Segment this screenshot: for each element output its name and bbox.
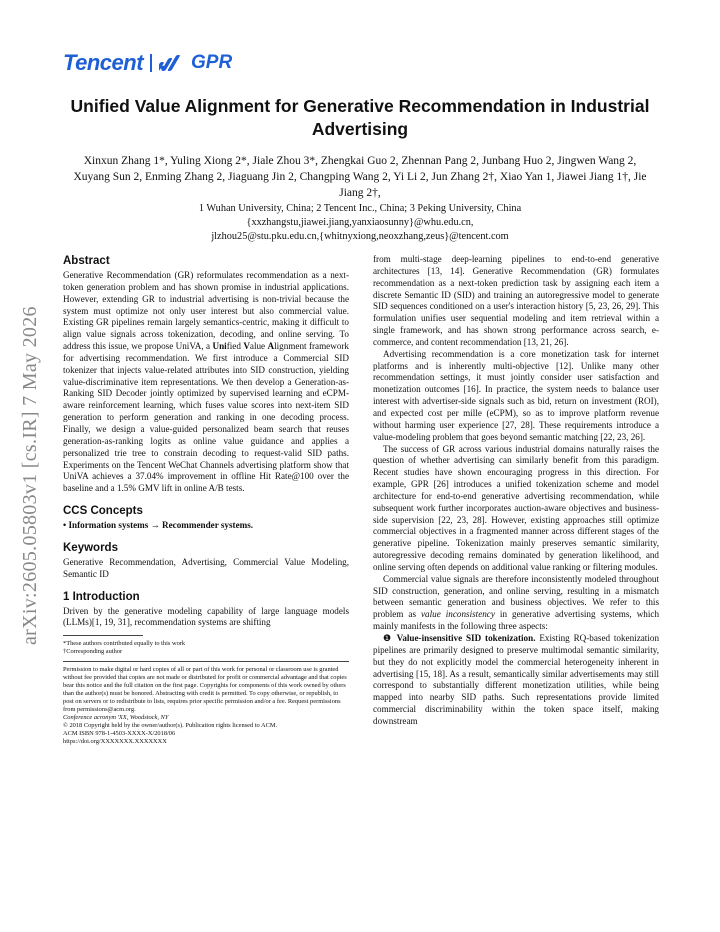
- right-column: [373, 254, 659, 728]
- affiliation-line: 1 Wuhan University, China; 2 Tencent Inc., China; 3 Peking University, China: [198, 203, 522, 214]
- ccs-section: [63, 504, 349, 532]
- ccs-text: • Information systems → Recommender systems.: [63, 520, 254, 531]
- arxiv-identifier: arXiv:2605.05803v1 [cs.IR] 7 May 2026: [19, 306, 41, 645]
- doi-line: https://doi.org/XXXXXXX.XXXXXXX: [63, 738, 167, 746]
- logo-divider: [150, 54, 152, 72]
- introduction-heading: 1 Introduction: [63, 590, 140, 603]
- footnote-equal-contribution: *These authors contributed equally to this work: [63, 640, 186, 648]
- tencent-wordmark: Tencent: [63, 50, 144, 75]
- abstract-text: Generative Recommendation (GR) reformulates recommendation as a next-token generation problem and has shown promise in industrial applications. However, extending GR to industrial advertising is non-trivial because the system must optimize not only user interest but also commercial value. Existing GR pipelines remain largely semantics-centric, making it difficult to align value signals across tokenization, decoding, and online serving. To address this issue, we propose UniVA, a Unified Value Alignment framework for advertising recommendation. We first introduce a Commercial SID tokenizer that injects value-related attributes into SID construction, yielding value-discriminative item representations. We then develop a Generation-as-Ranking SID Decoder jointly optimized by supervised learning and eCPM-aware reinforcement learning, which fuses value scores into next-item SID generation to perform generation and ranking in one decoding process. Finally, we design a value-guided personalized beam search that reuses generation-as-ranking logits as online value guidance and applies a personalized trie tree to constrain decoding to request-valid SID paths. Experiments on the Tencent WeChat Channels advertising platform show that UniVA achieves a 37.04% improvement in offline Hit Rate@100 over the baseline and a 1.5% GMV lift in online A/B tests.: [63, 270, 349, 494]
- left-column: [63, 254, 349, 746]
- email-line: {xxzhangstu,jiawei.jiang,yanxiaosunny}@whu.edu.cn,: [246, 217, 474, 228]
- abstract-heading: Abstract: [63, 255, 110, 267]
- paragraph: from multi-stage deep-learning pipelines to end-to-end generative architectures [13, 14]. Generative Recommendation (GR) formulates recommendation as a next-token prediction task by assigning each item a discrete Semantic ID (SID) and training an autoregressive model to generate SID sequences conditioned on a user's interaction history [5, 23, 26, 29]. This formulation unifies user sequential modeling and item retrieval within a single framework, and has shown strong performance across search, e-commerce, and content recommendation [13, 21, 26].: [373, 254, 659, 347]
- keywords-section: [63, 541, 349, 581]
- keywords-text: Generative Recommendation, Advertising, Commercial Value Modeling, Semantic ID: [63, 556, 349, 579]
- introduction-section: [63, 590, 349, 630]
- keywords-heading: Keywords: [63, 541, 118, 554]
- conference-line: Conference acronym 'XX, Woodstock, NY: [63, 714, 169, 722]
- isbn-line: ACM ISBN 978-1-4503-XXXX-X/2018/06: [63, 730, 176, 738]
- paragraph: The success of GR across various industrial domains naturally raises the question of whether advertising can similarly benefit from this paradigm. Recent studies have shown encouraging progress in this direction. For example, GPR [26] introduces a unified tokenization scheme and model architecture for end-to-end generative advertising recommendation, while subsequent work further incorporates auction-aware objectives and business-side supervision [22, 23, 28]. However, existing approaches still optimize commercial objectives in a fragmented manner across different stages of the generative pipeline. Tokenization mainly preserves semantic similarity, autoregressive decoding remains dominated by generation likelihood, and online serving often depends on additional value ranking or filtering modules.: [373, 443, 659, 572]
- ccs-heading: CCS Concepts: [63, 505, 143, 518]
- paragraph: Advertising recommendation is a core monetization task for internet platforms and is inherently multi-objective [12]. Unlike many other recommendation settings, it must jointly consider user satisfaction and monetization outcomes [16]. In practice, the system needs to balance user interest with advertiser-side signals such as bid, return on investment (ROI), and expected cost per mille (eCPM), so as to improve platform revenue without harming user experience [27, 28]. These requirements introduce a value-modeling problem that goes beyond semantic matching [22, 23, 26].: [373, 348, 659, 442]
- gpr-mark-icon: [159, 54, 187, 72]
- copyright-line: © 2018 Copyright held by the owner/author(s). Publication rights licensed to ACM.: [63, 722, 278, 730]
- footnote-corresponding: †Corresponding author: [63, 648, 123, 656]
- paragraph: ❶ Value-insensitive SID tokenization. Existing RQ-based tokenization pipelines are primarily designed to preserve multimodal semantic similarity, but they do not explicitly model the commercial heterogeneity inherent in advertising [15, 18]. As a result, semantically similar advertisements may still correspond to substantially different monetization utilities, while being mapped into nearby SID paths. Such representations provide limited commercial discriminability within the token space itself, making downstream: [373, 633, 660, 726]
- introduction-text: Driven by the generative modeling capability of large language models (LLMs)[1, 19, 31], recommendation systems are shifting: [63, 605, 349, 628]
- permission-notice: [63, 661, 349, 746]
- author-list: Xinxun Zhang 1*, Yuling Xiong 2*, Jiale Zhou 3*, Zhengkai Guo 2, Zhennan Pang 2, Junbang Huo 2, Jingwen Wang 2, Xuyang Sun 2, Enming Zhang 2, Jiaguang Jin 2, Changping Wang 2, Yi Li 2, Jun Zhang 2†, Xiao Yan 1, Jiawei Jiang 1†, Jie Jiang 2†,: [73, 155, 647, 199]
- affiliations-block: [70, 202, 650, 244]
- email-line: jlzhou25@stu.pku.edu.cn,{whitnyxiong,neoxzhang,zeus}@tencent.com: [211, 231, 509, 242]
- tencent-gpr-logo: [63, 50, 232, 76]
- paper-title: Unified Value Alignment for Generative Recommendation in Industrial Advertising: [70, 96, 650, 139]
- permission-text: Permission to make digital or hard copies of all or part of this work for personal or classroom use is granted without fee provided that copies are not made or distributed for profit or commercial advantage and that copies bear this notice and the full citation on the first page. Copyrights for components of this work owned by others than the author(s) must be honored. Abstracting with credit is permitted. To copy otherwise, or republish, to post on servers or to redistribute to lists, requires prior specific permission and/or a fee. Request permissions from permissions@acm.org.: [63, 666, 347, 714]
- gpr-wordmark: GPR: [191, 52, 233, 73]
- paragraph: Commercial value signals are therefore inconsistently modeled throughout SID construction, generation, and online serving, resulting in a mismatch between semantic generation and business objectives. We refer to this problem as value inconsistency in generative advertising systems, which mainly manifests in the following three aspects:: [373, 573, 660, 632]
- footnotes: [63, 640, 349, 656]
